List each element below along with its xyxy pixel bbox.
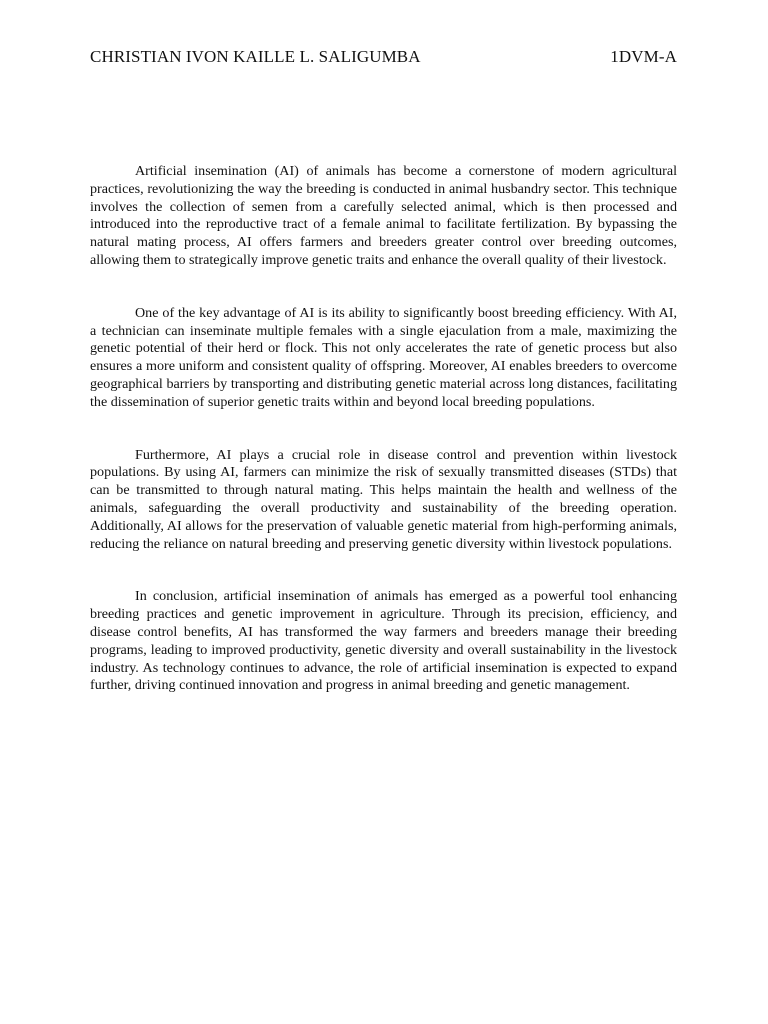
paragraph-disease-control: Furthermore, AI plays a crucial role in disease control and prevention within livestock populations. By using AI, farmers can minimize the risk of sexually transmitted diseases (STDs) that can be transmitted to through natural mating. This helps maintain the health and wellness of the animals, safeguarding the overall productivity and sustainability of the breeding operation. Additionally, AI allows for the preservation of valuable genetic material from high-performing animals, reducing the reliance on natural breeding and preserving genetic diversity within livestock populations. — [90, 446, 677, 552]
page-header — [90, 47, 677, 69]
paragraph-efficiency: One of the key advantage of AI is its ability to significantly boost breeding efficiency. With AI, a technician can inseminate multiple females with a single ejaculation from a male, maximizing the genetic potential of their herd or flock. This not only accelerates the rate of genetic process but also ensures a more uniform and consistent quality of offspring. Moreover, AI enables breeders to overcome geographical barriers by transporting and distributing genetic material across long distances, facilitating the dissemination of superior genetic traits within and beyond local breeding populations. — [90, 304, 677, 410]
document-body — [90, 163, 677, 695]
section-label: 1DVM-A — [610, 47, 677, 66]
paragraph-introduction: Artificial insemination (AI) of animals has become a cornerstone of modern agricultural practices, revolutionizing the way the breeding is conducted in animal husbandry sector. This technique involves the collection of semen from a carefully selected animal, which is then processed and introduced into the reproductive tract of a female animal to facilitate fertilization. By bypassing the natural mating process, AI offers farmers and breeders greater control over breeding outcomes, allowing them to strategically improve genetic traits and enhance the overall quality of their livestock. — [90, 163, 677, 268]
author-name: CHRISTIAN IVON KAILLE L. SALIGUMBA — [90, 47, 421, 66]
paragraph-conclusion: In conclusion, artificial insemination of animals has emerged as a powerful tool enhancing breeding practices and genetic improvement in agriculture. Through its precision, efficiency, and disease control benefits, AI has transformed the way farmers and breeders manage their breeding programs, leading to improved productivity, genetic diversity and overall sustainability in the livestock industry. As technology continues to advance, the role of artificial insemination is expected to expand further, driving continued innovation and progress in animal breeding and genetic management. — [90, 588, 677, 694]
